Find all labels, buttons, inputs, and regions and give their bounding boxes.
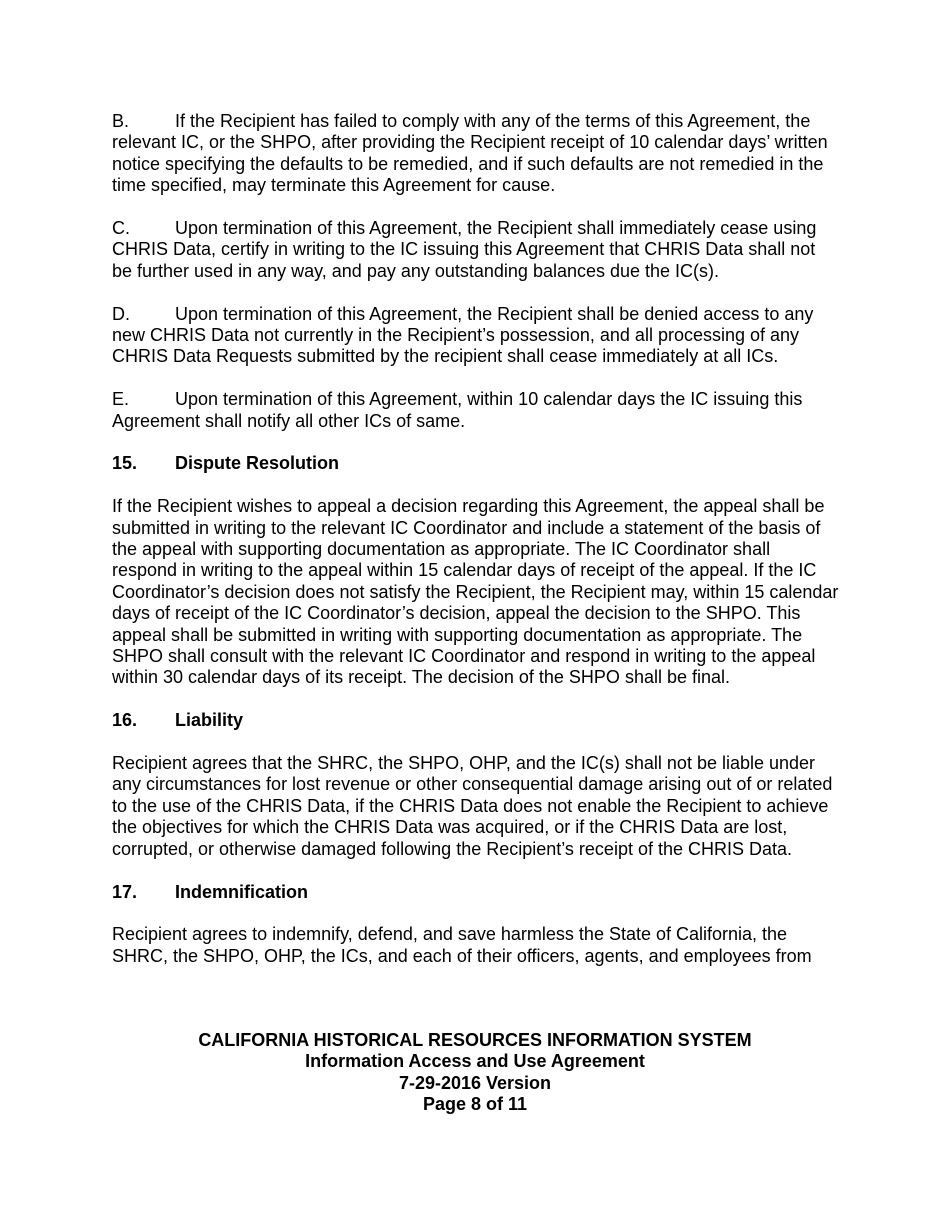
paragraph-text: Upon termination of this Agreement, the Recipient shall be denied access to any new CHRIS Data not currently in the Recipient’s possession, and all processing of any CHRIS Data Requests submitted by the recipient shall cease immediately at all ICs. <box>112 303 814 367</box>
section-title: Dispute Resolution <box>175 453 340 474</box>
paragraph-letter: E. <box>112 389 130 410</box>
paragraph-text: If the Recipient has failed to comply with any of the terms of this Agreement, the relevant IC, or the SHPO, after providing the Recipient receipt of 10 calendar days’ written notice specifying the defaults to be remedied, and if such defaults are not remedied in the time specified, may terminate this Agreement for cause. <box>112 111 828 196</box>
paragraph-letter: D. <box>112 303 130 324</box>
footer-document-title: Information Access and Use Agreement <box>305 1051 645 1072</box>
section-15-heading <box>112 453 840 474</box>
document-page <box>112 111 840 989</box>
paragraph-c <box>112 218 840 282</box>
section-17-heading <box>112 882 840 903</box>
footer-version: 7-29-2016 Version <box>398 1072 552 1093</box>
section-16-heading <box>112 710 840 731</box>
footer-page-number: Page 8 of 11 <box>422 1094 528 1115</box>
paragraph-e <box>112 389 840 432</box>
section-16-text: Recipient agrees that the SHRC, the SHPO, OHP, and the IC(s) shall not be liable under any circumstances for lost revenue or other consequential damage arising out of or related to the use of the CHRIS Data, if the CHRIS Data does not enable the Recipient to achieve the objectives for which the CHRIS Data was acquired, or if the CHRIS Data are lost, corrupted, or otherwise damaged following the Recipient’s receipt of the CHRIS Data. <box>112 753 833 859</box>
paragraph-b <box>112 111 840 197</box>
paragraph-letter: B. <box>112 111 130 131</box>
paragraph-text: Upon termination of this Agreement, within 10 calendar days the IC issuing this Agreement shall notify all other ICs of same. <box>112 389 803 431</box>
paragraph-d <box>112 304 840 368</box>
paragraph-letter: C. <box>112 218 130 239</box>
section-17-text: Recipient agrees to indemnify, defend, and save harmless the State of California, the SHRC, the SHPO, OHP, the ICs, and each of their officers, agents, and employees from <box>112 924 812 966</box>
section-title: Liability <box>175 710 244 731</box>
section-title: Indemnification <box>175 881 309 902</box>
section-15-text: If the Recipient wishes to appeal a decision regarding this Agreement, the appeal shall be submitted in writing to the relevant IC Coordinator and include a statement of the basis of the appeal with supporting documentation as appropriate. The IC Coordinator shall respond in writing to the appeal within 15 calendar days of receipt of the appeal. If the IC Coordinator’s decision does not satisfy the Recipient, the Recipient may, within 15 calendar days of receipt of the IC Coordinator’s decision, appeal the decision to the SHPO. This appeal shall be submitted in writing with supporting documentation as appropriate. The SHPO shall consult with the relevant IC Coordinator and respond in writing to the appeal within 30 calendar days of its receipt. The decision of the SHPO shall be final. <box>112 496 839 688</box>
page-footer <box>0 1030 950 1116</box>
section-number: 15. <box>112 453 138 474</box>
section-number: 17. <box>112 881 138 902</box>
section-number: 16. <box>112 710 138 731</box>
paragraph-text: Upon termination of this Agreement, the Recipient shall immediately cease using CHRIS Data, certify in writing to the IC issuing this Agreement that CHRIS Data shall not be further used in any way, and pay any outstanding balances due the IC(s). <box>112 218 817 281</box>
footer-system-name: CALIFORNIA HISTORICAL RESOURCES INFORMATION SYSTEM <box>198 1030 752 1050</box>
